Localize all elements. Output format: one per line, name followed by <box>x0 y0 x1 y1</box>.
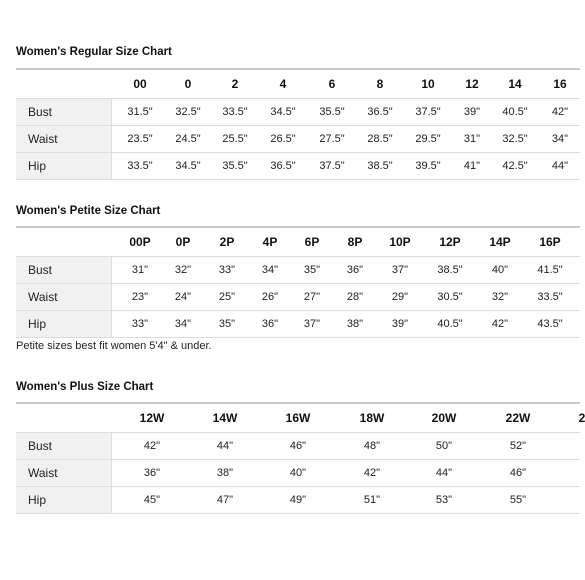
size-header-cell: 10P <box>389 235 411 249</box>
size-header-cell: 0P <box>175 235 191 249</box>
measurement-value: 39" <box>391 318 409 330</box>
measurement-value: 42.5" <box>502 160 528 172</box>
measurement-value: 41" <box>463 160 481 172</box>
measurement-value: 31" <box>463 133 481 145</box>
regular-chart-title: Women's Regular Size Chart <box>16 46 172 58</box>
measurement-value: 37" <box>391 264 409 276</box>
measurement-value: 34.5" <box>270 106 296 118</box>
measurement-value: 38" <box>346 318 364 330</box>
measurement-value: 37.5" <box>415 106 441 118</box>
petite-fit-note: Petite sizes best fit women 5'4" & under. <box>16 340 212 352</box>
measurement-value: 55" <box>509 494 527 506</box>
measurement-value: 40" <box>289 467 307 479</box>
size-header-cell: 18W <box>359 411 385 425</box>
size-header-cell: 00 <box>133 77 147 91</box>
measurement-row <box>16 99 580 125</box>
size-header-cell: 4P <box>262 235 278 249</box>
size-header-cell: 10 <box>421 77 435 91</box>
measurement-row <box>16 153 580 179</box>
measurement-value: 35" <box>218 318 236 330</box>
measurement-value: 53" <box>435 494 453 506</box>
measurement-value: 40.5" <box>437 318 463 330</box>
measurement-value: 33.5" <box>127 160 153 172</box>
measurement-row <box>16 487 580 513</box>
measurement-value: 28" <box>346 291 364 303</box>
measurement-value: 34" <box>174 318 192 330</box>
measurement-value: 29.5" <box>415 133 441 145</box>
petite-chart-title: Women's Petite Size Chart <box>16 205 161 217</box>
measurement-value: 38.5" <box>367 160 393 172</box>
measurement-value: 33" <box>131 318 149 330</box>
measurement-value: 23" <box>131 291 149 303</box>
measurement-value: 44" <box>551 160 569 172</box>
measurement-value: 23.5" <box>127 133 153 145</box>
measurement-value: 36" <box>143 467 161 479</box>
measurement-value: 42" <box>143 440 161 452</box>
measurement-value: 29" <box>391 291 409 303</box>
size-header-cell: 12P <box>439 235 461 249</box>
measurement-value: 25.5" <box>222 133 248 145</box>
measurement-value: 52" <box>509 440 527 452</box>
measurement-value: 25" <box>218 291 236 303</box>
size-header-cell: 0 <box>184 77 192 91</box>
measurement-value: 47" <box>216 494 234 506</box>
measurement-value: 42" <box>551 106 569 118</box>
measurement-value: 24" <box>174 291 192 303</box>
measurement-label: Bust <box>16 257 112 283</box>
measurement-value: 42" <box>363 467 381 479</box>
measurement-value: 44" <box>216 440 234 452</box>
row-divider <box>16 179 580 180</box>
measurement-row <box>16 311 580 337</box>
size-header-cell: 8 <box>376 77 384 91</box>
measurement-value: 32.5" <box>175 106 201 118</box>
petite-size-table <box>16 226 580 338</box>
measurement-label: Waist <box>16 126 112 152</box>
measurement-value: 36" <box>261 318 279 330</box>
size-header-cell: 12 <box>465 77 479 91</box>
measurement-value: 28.5" <box>367 133 393 145</box>
measurement-row <box>16 257 580 283</box>
measurement-value: 32.5" <box>502 133 528 145</box>
size-header-cell: 4 <box>279 77 287 91</box>
size-header-cell: 20W <box>431 411 457 425</box>
measurement-row <box>16 460 580 486</box>
measurement-value: 34" <box>261 264 279 276</box>
measurement-value: 36.5" <box>367 106 393 118</box>
measurement-value: 46" <box>289 440 307 452</box>
size-header-cell: 16P <box>539 235 561 249</box>
measurement-value: 40" <box>491 264 509 276</box>
measurement-label: Waist <box>16 284 112 310</box>
size-header-row <box>16 404 585 432</box>
measurement-value: 35" <box>303 264 321 276</box>
measurement-value: 38.5" <box>437 264 463 276</box>
size-header-cell: 22W <box>505 411 531 425</box>
measurement-value: 30.5" <box>437 291 463 303</box>
measurement-value: 38" <box>216 467 234 479</box>
row-divider <box>16 513 580 514</box>
measurement-value: 40.5" <box>502 106 528 118</box>
measurement-row <box>16 433 580 459</box>
measurement-value: 35.5" <box>319 106 345 118</box>
measurement-value: 36.5" <box>270 160 296 172</box>
measurement-value: 27" <box>303 291 321 303</box>
size-header-cell: 2P <box>219 235 235 249</box>
measurement-value: 41.5" <box>537 264 563 276</box>
measurement-value: 26" <box>261 291 279 303</box>
measurement-value: 33.5" <box>537 291 563 303</box>
measurement-label: Hip <box>16 487 112 513</box>
measurement-value: 37.5" <box>319 160 345 172</box>
measurement-value: 32" <box>491 291 509 303</box>
size-header-cell: 2 <box>231 77 239 91</box>
measurement-value: 34.5" <box>175 160 201 172</box>
measurement-label: Hip <box>16 311 112 337</box>
measurement-label: Bust <box>16 433 112 459</box>
measurement-value: 50" <box>435 440 453 452</box>
measurement-value: 33" <box>218 264 236 276</box>
measurement-row <box>16 126 580 152</box>
measurement-value: 34" <box>551 133 569 145</box>
measurement-value: 26.5" <box>270 133 296 145</box>
size-header-cell: 14P <box>489 235 511 249</box>
measurement-value: 39" <box>463 106 481 118</box>
measurement-value: 24.5" <box>175 133 201 145</box>
measurement-label: Hip <box>16 153 112 179</box>
size-header-cell: 12W <box>139 411 165 425</box>
size-header-cell: 14W <box>212 411 238 425</box>
measurement-value: 51" <box>363 494 381 506</box>
measurement-value: 48" <box>363 440 381 452</box>
measurement-row <box>16 284 580 310</box>
size-header-cell: 6P <box>304 235 320 249</box>
size-header-cell: 16 <box>553 77 567 91</box>
measurement-value: 36" <box>346 264 364 276</box>
measurement-value: 45" <box>143 494 161 506</box>
measurement-value: 31.5" <box>127 106 153 118</box>
measurement-value: 42" <box>491 318 509 330</box>
size-header-cell: 6 <box>328 77 336 91</box>
measurement-value: 46" <box>509 467 527 479</box>
size-header-cell: 8P <box>347 235 363 249</box>
row-divider <box>16 337 580 338</box>
measurement-value: 43.5" <box>537 318 563 330</box>
measurement-label: Bust <box>16 99 112 125</box>
measurement-value: 31" <box>131 264 149 276</box>
size-header-cell: 00P <box>129 235 151 249</box>
regular-size-table <box>16 68 580 180</box>
measurement-value: 39.5" <box>415 160 441 172</box>
measurement-value: 27.5" <box>319 133 345 145</box>
measurement-label: Waist <box>16 460 112 486</box>
size-header-cell: 2 <box>578 411 585 425</box>
measurement-value: 49" <box>289 494 307 506</box>
measurement-value: 44" <box>435 467 453 479</box>
plus-size-table <box>16 402 585 514</box>
measurement-value: 35.5" <box>222 160 248 172</box>
measurement-value: 33.5" <box>222 106 248 118</box>
measurement-value: 32" <box>174 264 192 276</box>
plus-chart-title: Women's Plus Size Chart <box>16 381 154 393</box>
size-header-row <box>16 228 580 256</box>
size-header-cell: 14 <box>508 77 522 91</box>
size-header-row <box>16 70 580 98</box>
measurement-value: 37" <box>303 318 321 330</box>
size-header-cell: 16W <box>285 411 311 425</box>
